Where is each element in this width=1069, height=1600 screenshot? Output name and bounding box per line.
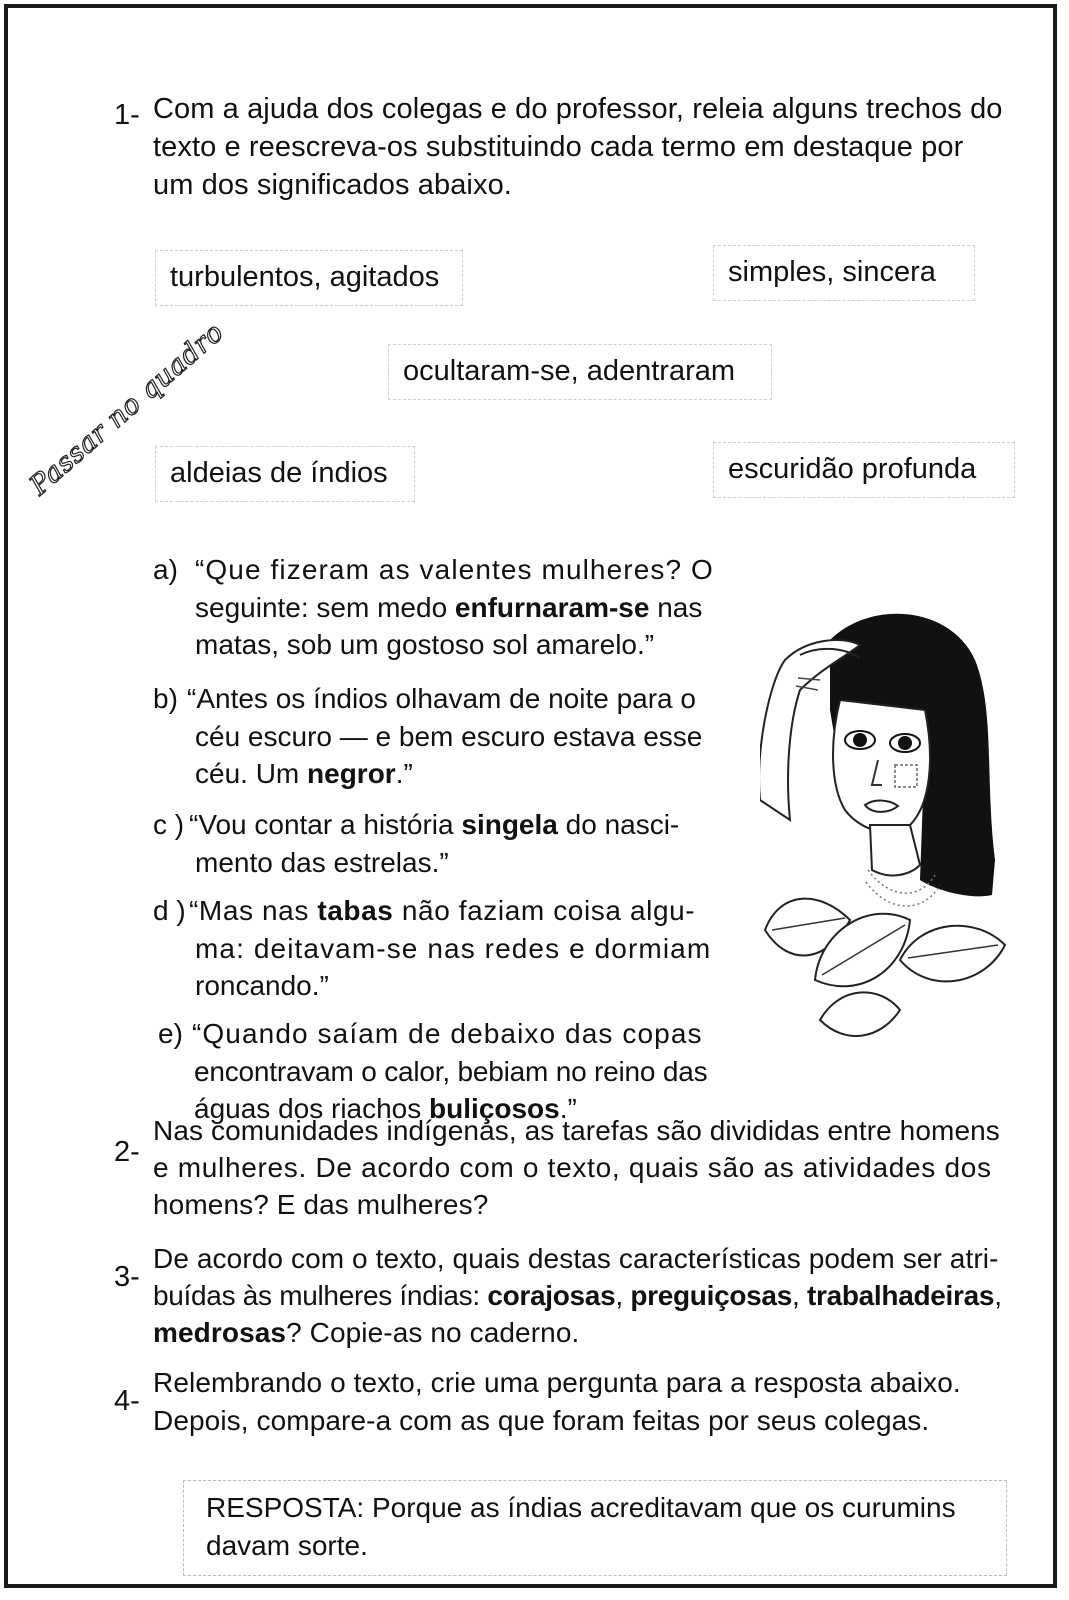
item-c-line-2: mento das estrelas.” bbox=[195, 846, 449, 878]
item-b-line-1: “Antes os índios olhavam de noite para o bbox=[187, 683, 696, 714]
question-1-line-2: texto e reescreva-os substituindo cada termo em destaque por bbox=[153, 131, 964, 163]
question-4-line-2: Depois, compare-a com as que foram feitas por seus colegas. bbox=[153, 1405, 930, 1436]
meaning-box-turbulentos: turbulentos, agitados bbox=[155, 250, 463, 306]
item-c bbox=[153, 806, 733, 884]
question-3-line-2: buídas às mulheres índias: corajosas, preguiçosas, trabalhadeiras, bbox=[153, 1280, 1002, 1311]
passar-no-quadro-stamp: Passar no quadro bbox=[24, 316, 230, 502]
item-e-label: e) bbox=[158, 1018, 183, 1049]
item-b bbox=[153, 680, 733, 795]
item-d-line-1: “Mas nas tabas não faziam coisa algu- bbox=[189, 895, 696, 926]
question-3-line-1: De acordo com o texto, quais destas características podem ser atri- bbox=[153, 1243, 999, 1274]
question-1-line-1: Com a ajuda dos colegas e do professor, releia alguns trechos do bbox=[153, 93, 1003, 125]
question-2-line-2: e mulheres. De acordo com o texto, quais são as atividades dos bbox=[153, 1152, 992, 1183]
item-a-label: a) bbox=[153, 554, 178, 585]
term-preguicosas: preguiçosas bbox=[630, 1280, 792, 1311]
item-a bbox=[153, 551, 733, 666]
leaf-4 bbox=[820, 992, 900, 1036]
question-4-line-1: Relembrando o texto, crie uma pergunta para a resposta abaixo. bbox=[153, 1367, 961, 1398]
question-2-number: 2- bbox=[114, 1136, 140, 1168]
mouth bbox=[865, 801, 898, 812]
answer-line-2: davam sorte. bbox=[206, 1530, 368, 1561]
term-tabas: tabas bbox=[317, 895, 394, 926]
question-4-number: 4- bbox=[114, 1385, 140, 1417]
item-c-line-1: “Vou contar a história singela do nasci- bbox=[189, 809, 680, 840]
item-e-line-3: águas dos riachos buliçosos.” bbox=[194, 1093, 577, 1124]
question-1-line-3: um dos significados abaixo. bbox=[153, 169, 512, 201]
item-e-line-2: encontravam o calor, bebiam no reino das bbox=[194, 1055, 708, 1087]
term-bulicosos: buliçosos bbox=[429, 1093, 560, 1124]
item-d bbox=[153, 892, 733, 1007]
item-d-line-2: ma: deitavam-se nas redes e dormiam bbox=[195, 932, 712, 964]
item-b-label: b) bbox=[153, 683, 178, 714]
term-enfurnaram: enfurnaram-se bbox=[454, 591, 650, 623]
item-d-label: d ) bbox=[153, 895, 186, 926]
term-singela: singela bbox=[461, 809, 558, 840]
meaning-box-ocultaram: ocultaram-se, adentraram bbox=[388, 344, 772, 400]
question-3-text bbox=[153, 1240, 1053, 1351]
question-2-text bbox=[153, 1112, 1053, 1223]
question-1-text bbox=[153, 90, 1043, 204]
question-1-number: 1- bbox=[114, 99, 140, 131]
term-trabalhadeiras: trabalhadeiras bbox=[806, 1280, 995, 1311]
question-4-text bbox=[153, 1364, 1053, 1440]
item-b-line-3: céu. Um negror.” bbox=[195, 758, 413, 789]
answer-line-1: RESPOSTA: Porque as índias acreditavam que os curumins bbox=[206, 1492, 956, 1523]
item-c-label: c ) bbox=[153, 809, 185, 840]
term-negror: negror bbox=[307, 758, 396, 789]
item-a-line-2: seguinte: sem medo enfurnaram-se nas bbox=[195, 591, 703, 623]
question-2-line-3: homens? E das mulheres? bbox=[153, 1189, 489, 1220]
meaning-box-simples: simples, sincera bbox=[713, 245, 975, 301]
question-2-line-1: Nas comunidades indígenas, as tarefas são divididas entre homens bbox=[153, 1115, 1000, 1146]
item-d-line-3: roncando.” bbox=[195, 970, 329, 1001]
question-3-line-3: medrosas? Copie-as no caderno. bbox=[153, 1317, 580, 1348]
item-b-line-2: céu escuro — e bem escuro estava esse bbox=[195, 720, 703, 752]
question-3-number: 3- bbox=[114, 1261, 140, 1293]
term-corajosas: corajosas bbox=[487, 1280, 616, 1311]
meaning-box-escuridao: escuridão profunda bbox=[713, 442, 1015, 498]
item-a-line-1: “Que fizeram as valentes mulheres? O bbox=[195, 554, 714, 585]
leaf-3 bbox=[900, 926, 1005, 982]
term-medrosas: medrosas bbox=[153, 1317, 287, 1348]
answer-box bbox=[183, 1480, 1007, 1576]
item-a-line-3: matas, sob um gostoso sol amarelo.” bbox=[195, 629, 655, 660]
item-e-line-1: “Quando saíam de debaixo das copas bbox=[192, 1018, 703, 1049]
meaning-box-aldeias: aldeias de índios bbox=[155, 446, 415, 502]
neck bbox=[870, 825, 920, 875]
indigenous-girl-illustration bbox=[760, 600, 1020, 1050]
